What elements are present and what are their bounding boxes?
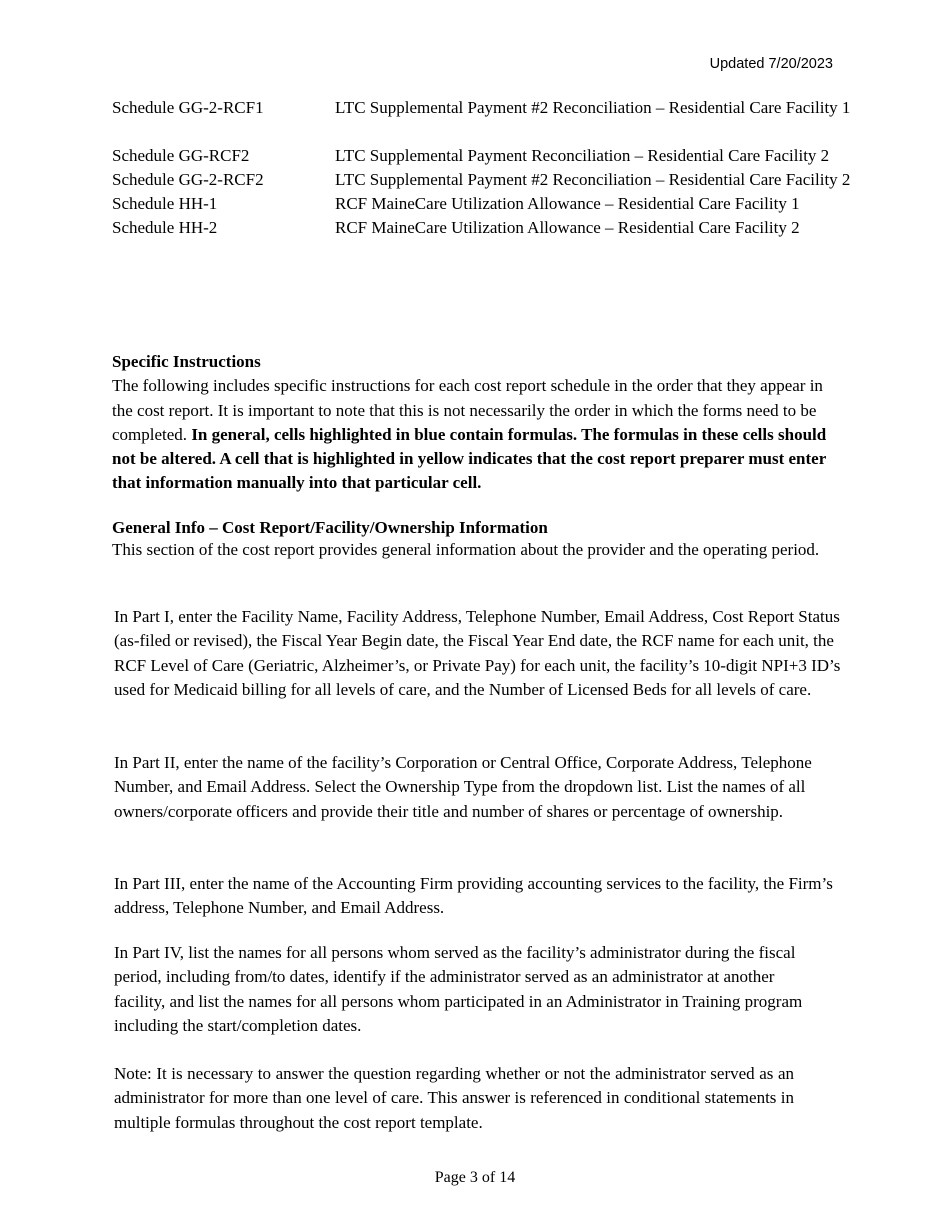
schedule-description: LTC Supplemental Payment #2 Reconciliation – Residential Care Facility 2 — [335, 170, 851, 189]
paragraph-text: In Part IV, list the names for all persons whom served as the facility’s administrator during the fiscal period, including from/to dates, identify if the administrator served as an administrator at another facility, and list the names for all persons whom participated in an Administrator in Training program including the start/completion dates. — [114, 943, 803, 1035]
note-paragraph — [114, 1062, 794, 1135]
schedule-row — [112, 217, 852, 239]
schedule-description: RCF MaineCare Utilization Allowance – Residential Care Facility 2 — [335, 218, 800, 237]
page-number: Page 3 of 14 — [434, 1169, 516, 1186]
paragraph-text: Note: It is necessary to answer the question regarding whether or not the administrator served as an administrator for more than one level of care. This answer is referenced in conditional statements in multiple formulas throughout the cost report template. — [114, 1064, 794, 1132]
paragraph-text: In Part II, enter the name of the facility’s Corporation or Central Office, Corporate Address, Telephone Number, and Email Address. Select the Ownership Type from the dropdown list. List the names of all owners/corporate officers and provide their title and number of shares or percentage of ownership. — [114, 753, 812, 821]
schedule-row — [112, 169, 852, 191]
section-heading: General Info – Cost Report/Facility/Ownership Information — [112, 518, 548, 537]
schedule-code: Schedule GG-2-RCF1 — [112, 98, 264, 117]
section-paragraph — [112, 374, 847, 495]
schedule-list — [112, 97, 852, 239]
bold-warning-text: In general, cells highlighted in blue contain formulas. The formulas in these cells should not be altered. A cell that is highlighted in yellow indicates that the cost report preparer must enter that information manually into that particular cell. — [112, 424, 827, 493]
updated-date: Updated 7/20/2023 — [709, 56, 833, 72]
schedule-code: Schedule GG-2-RCF2 — [112, 170, 264, 189]
part-2-paragraph — [114, 751, 849, 824]
schedule-row — [112, 97, 852, 119]
schedule-code: Schedule HH-1 — [112, 194, 218, 213]
schedule-row — [112, 145, 852, 167]
general-info-section — [112, 517, 847, 561]
paragraph-text: In Part I, enter the Facility Name, Facility Address, Telephone Number, Email Address, Cost Report Status (as-filed or revised), the Fiscal Year Begin date, the Fiscal Year End date, the RCF name for each unit, the RCF Level of Care (Geriatric, Alzheimer’s, or Private Pay) for each unit, the facility’s 10-digit NPI+3 ID’s used for Medicaid billing for all levels of care, and the Number of Licensed Beds for all levels of care. — [114, 607, 841, 699]
paragraph-text: The following includes specific instructions for each cost report schedule in the order that they appear in the cost report. It is important to note that this is not necessarily the order in which the forms need to be completed. — [112, 376, 823, 444]
schedule-code: Schedule GG-RCF2 — [112, 146, 250, 165]
schedule-row — [112, 193, 852, 215]
schedule-description: LTC Supplemental Payment #2 Reconciliation – Residential Care Facility 1 — [335, 98, 851, 117]
paragraph-text: In Part III, enter the name of the Accounting Firm providing accounting services to the facility, the Firm’s address, Telephone Number, and Email Address. — [114, 874, 833, 918]
schedule-code: Schedule HH-2 — [112, 218, 218, 237]
part-4-paragraph — [114, 941, 824, 1038]
part-1-paragraph — [114, 605, 849, 702]
specific-instructions-section — [112, 350, 847, 496]
schedule-description: RCF MaineCare Utilization Allowance – Residential Care Facility 1 — [335, 194, 800, 213]
section-paragraph: This section of the cost report provides general information about the provider and the operating period. — [112, 540, 820, 559]
section-heading: Specific Instructions — [112, 352, 261, 371]
schedule-description: LTC Supplemental Payment Reconciliation – Residential Care Facility 2 — [335, 146, 830, 165]
part-3-paragraph — [114, 872, 849, 921]
